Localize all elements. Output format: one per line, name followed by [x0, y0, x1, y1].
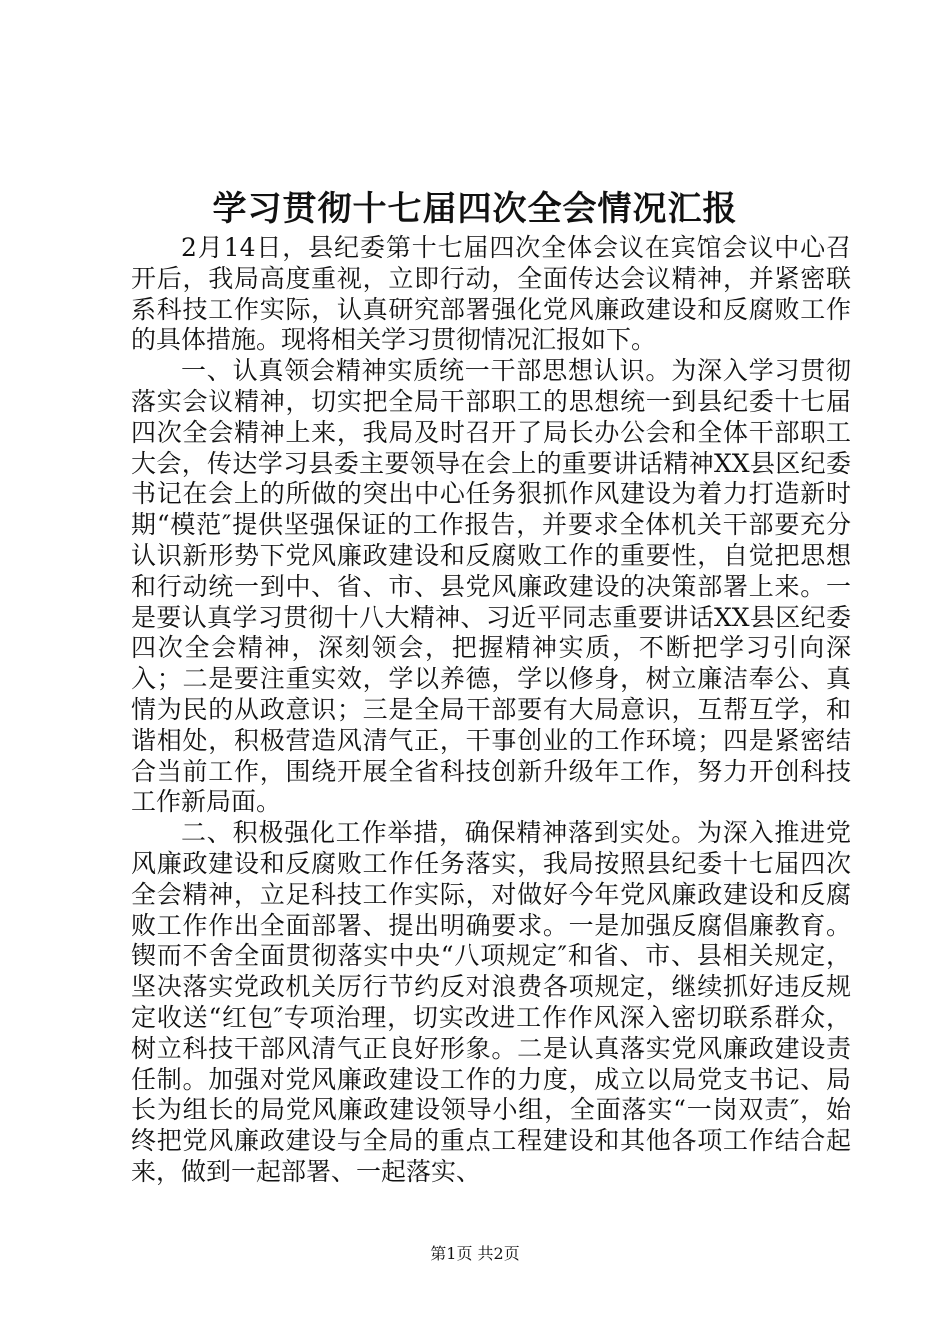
paragraph-section-two: 二、积极强化工作举措，确保精神落到实处。为深入推进党风廉政建设和反腐败工作任务落实，我局按照县纪委十七届四次全会精神，立足科技工作实际，对做好今年党风廉政建设和反腐败工作作出全面部署、提出明确要求。一是加强反腐倡廉教育。锲而不舍全面贯彻落实中央“八项规定″和省、市、县相关规定，坚决落实党政机关厉行节约反对浪费各项规定，继续抓好违反规定收送“红包″专项治理，切实改进工作作风深入密切联系群众，树立科技干部风清气正良好形象。二是认真落实党风廉政建设责任制。加强对党风廉政建设工作的力度，成立以局党支书记、局长为组长的局党风廉政建设领导小组，全面落实“一岗双责″，始终把党风廉政建设与全局的重点工程建设和其他各项工作结合起来，做到一起部署、一起落实、: [131, 818, 851, 1186]
document-body: [131, 233, 851, 1188]
paragraph-section-one: 一、认真领会精神实质统一干部思想认识。为深入学习贯彻落实会议精神，切实把全局干部职工的思想统一到县纪委十七届四次全会精神上来，我局及时召开了局长办公会和全体干部职工大会，传达学习县委主要领导在会上的重要讲话精神XX县区纪委书记在会上的所做的突出中心任务狠抓作风建设为着力打造新时期“模范″提供坚强保证的工作报告，并要求全体机关干部要充分认识新形势下党风廉政建设和反腐败工作的重要性，自觉把思想和行动统一到中、省、市、县党风廉政建设的决策部署上来。一是要认真学习贯彻十八大精神、习近平同志重要讲话XX县区纪委四次全会精神，深刻领会，把握精神实质，不断把学习引向深入；二是要注重实效，学以养德，学以修身，树立廉洁奉公、真情为民的从政意识；三是全局干部要有大局意识，互帮互学，和谐相处，积极营造风清气正，干事创业的工作环境；四是紧密结合当前工作，围绕开展全省科技创新升级年工作，努力开创科技工作新局面。: [131, 356, 851, 817]
page-footer: 第1页 共2页: [430, 1244, 520, 1263]
document-title: 学习贯彻十七届四次全会情况汇报: [212, 189, 738, 229]
paragraph-intro: 2月14日，县纪委第十七届四次全体会议在宾馆会议中心召开后，我局高度重视，立即行动，全面传达会议精神，并紧密联系科技工作实际，认真研究部署强化党风廉政建设和反腐败工作的具体措施。现将相关学习贯彻情况汇报如下。: [131, 233, 851, 355]
